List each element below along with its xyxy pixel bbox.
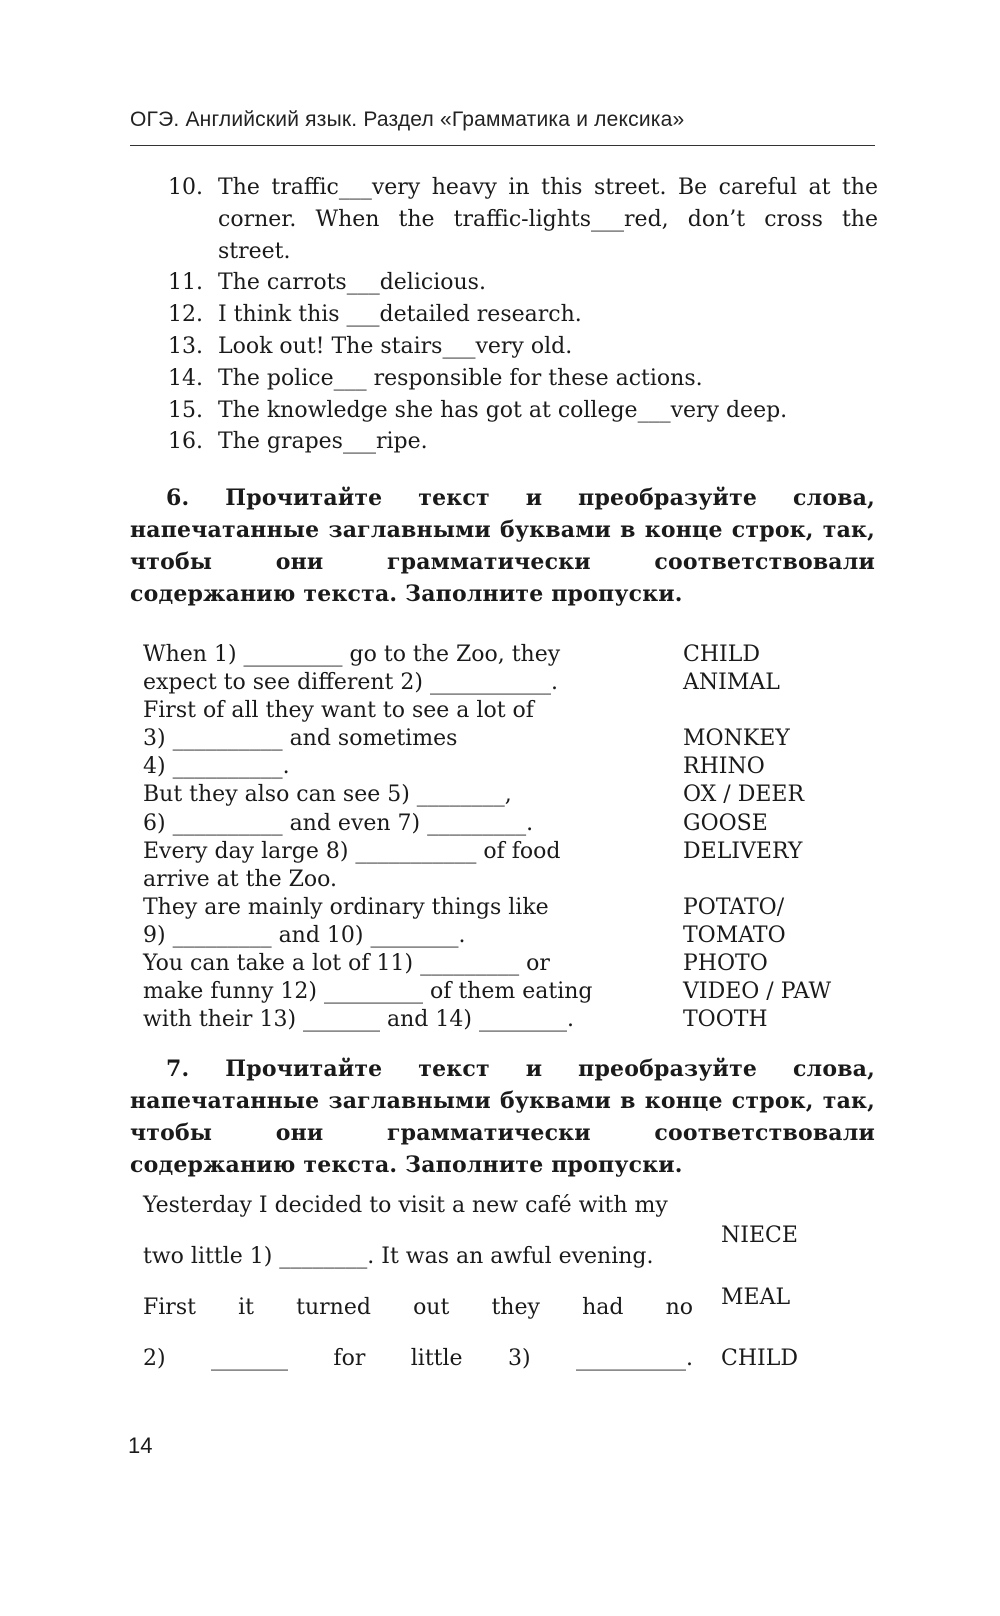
header-rule xyxy=(130,145,875,146)
gap-text: 3) __________ and sometimes xyxy=(143,726,458,752)
table-row xyxy=(143,810,831,838)
gap-text: with their 13) _______ and 14) ________. xyxy=(143,1007,574,1033)
gap-text: 9) _________ and 10) ________. xyxy=(143,922,466,948)
page-number: 14 xyxy=(128,1433,153,1458)
gap-text: Yesterday I decided to visit a new café with my xyxy=(143,1193,668,1218)
base-word: PHOTO xyxy=(683,951,768,977)
base-word: MEAL xyxy=(721,1285,791,1310)
gap-text: But they also can see 5) ________, xyxy=(143,782,512,808)
task7-gap-text xyxy=(143,1193,883,1397)
base-word: DELIVERY xyxy=(683,838,803,864)
item-number: 12. xyxy=(168,302,203,328)
task6-gap-table xyxy=(143,641,831,1034)
item-text: I think this ___detailed research. xyxy=(218,302,582,328)
list-item xyxy=(168,267,878,299)
table-row xyxy=(143,950,831,978)
running-header: ОГЭ. Английский язык. Раздел «Грамматика и лексика» xyxy=(130,108,685,131)
item-number: 14. xyxy=(168,365,203,391)
gap-text: 6) __________ and even 7) _________. xyxy=(143,810,534,836)
item-number: 11. xyxy=(168,270,203,296)
gap-text: First it turned out they had no xyxy=(143,1295,693,1320)
table-row xyxy=(143,697,831,725)
item-text: Look out! The stairs___very old. xyxy=(218,333,573,359)
list-item xyxy=(168,426,878,458)
gap-text: 2) _______ for little 3) __________. xyxy=(143,1346,693,1371)
item-text: The knowledge she has got at college___very deep. xyxy=(218,397,788,423)
gap-text: expect to see different 2) ___________. xyxy=(143,670,558,696)
base-word: MONKEY xyxy=(683,726,790,752)
gap-text: arrive at the Zoo. xyxy=(143,866,337,892)
text-line xyxy=(143,1346,883,1397)
base-word: TOMATO xyxy=(683,922,786,948)
table-row xyxy=(143,922,831,950)
gap-text: two little 1) ________. It was an awful evening. xyxy=(143,1244,654,1269)
gap-text: When 1) _________ go to the Zoo, they xyxy=(143,642,561,667)
list-item xyxy=(168,363,878,395)
gap-text: make funny 12) _________ of them eating xyxy=(143,979,593,1005)
list-item xyxy=(168,395,878,427)
base-word: TOOTH xyxy=(683,1007,768,1033)
base-word: CHILD xyxy=(721,1346,798,1371)
list-item xyxy=(168,299,878,331)
gap-text: Every day large 8) ___________ of food xyxy=(143,838,561,864)
table-row xyxy=(143,894,831,922)
item-text: The traffic___very heavy in this street. Be careful at the corner. When the traffic-lights___red, don’t cross the street. xyxy=(218,175,878,264)
base-word: ANIMAL xyxy=(683,670,780,696)
table-row xyxy=(143,669,831,697)
base-word: CHILD xyxy=(683,642,760,667)
base-word: VIDEO / PAW xyxy=(683,979,832,1005)
task6-instruction: 6. Прочитайте текст и преобразуйте слова, напечатанные заглавными буквами в конце строк, так, чтобы они грамматически соответствовали содержанию текста. Заполните пропуски. xyxy=(130,485,875,607)
gap-text: You can take a lot of 11) _________ or xyxy=(143,951,550,977)
table-row xyxy=(143,866,831,894)
gap-text: First of all they want to see a lot of xyxy=(143,698,534,724)
item-number: 13. xyxy=(168,333,203,359)
item-text: The carrots___delicious. xyxy=(218,270,486,296)
gap-text: 4) __________. xyxy=(143,754,290,780)
table-row xyxy=(143,725,831,753)
base-word: NIECE xyxy=(721,1223,798,1248)
table-row xyxy=(143,978,831,1006)
list-item xyxy=(168,331,878,363)
exercise-list xyxy=(168,172,878,458)
table-row xyxy=(143,838,831,866)
gap-text: They are mainly ordinary things like xyxy=(143,894,549,920)
item-number: 16. xyxy=(168,429,203,455)
table-row xyxy=(143,1006,831,1034)
item-text: The grapes___ripe. xyxy=(218,429,428,455)
list-item xyxy=(168,172,878,267)
item-number: 15. xyxy=(168,397,203,423)
table-row xyxy=(143,753,831,781)
base-word: POTATO/ xyxy=(683,894,785,920)
item-text: The police___ responsible for these actions. xyxy=(218,365,703,391)
base-word: GOOSE xyxy=(683,810,768,836)
base-word: OX / DEER xyxy=(683,782,805,808)
task7-instruction: 7. Прочитайте текст и преобразуйте слова, напечатанные заглавными буквами в конце строк, так, чтобы они грамматически соответствовали содержанию текста. Заполните пропуски. xyxy=(130,1056,875,1178)
item-number: 10. xyxy=(168,175,203,200)
table-row xyxy=(143,641,831,669)
base-word: RHINO xyxy=(683,754,765,780)
table-row xyxy=(143,781,831,809)
text-line xyxy=(143,1285,883,1346)
